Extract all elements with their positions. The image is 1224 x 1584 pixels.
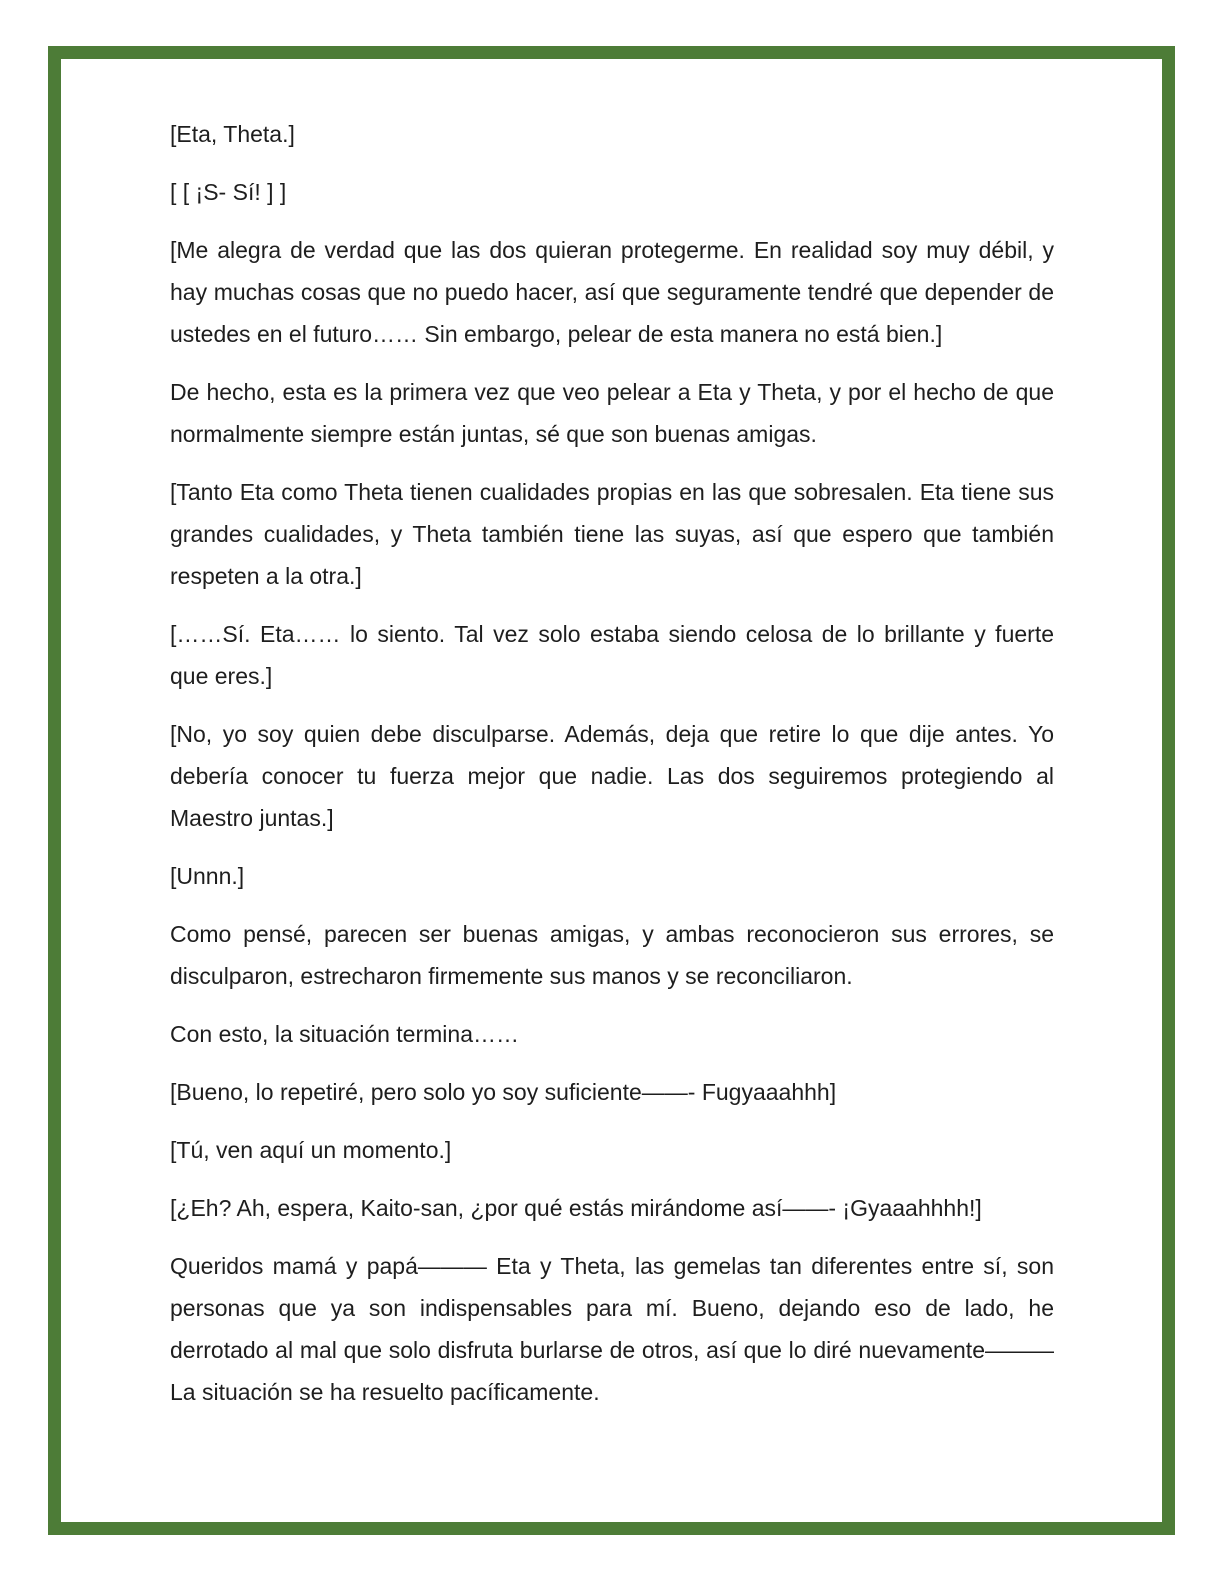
paragraph: [Tanto Eta como Theta tienen cualidades propias en las que sobresalen. Eta tiene sus grandes cualidades, y Theta también tiene las suyas, así que espero que también respeten a la otra.]: [170, 479, 1054, 589]
paragraph: Con esto, la situación termina……: [170, 1021, 519, 1047]
paragraph: [¿Eh? Ah, espera, Kaito-san, ¿por qué estás mirándome así——- ¡Gyaaahhhh!]: [170, 1195, 982, 1221]
paragraph: Como pensé, parecen ser buenas amigas, y ambas reconocieron sus errores, se disculparon, estrecharon firmemente sus manos y se reconciliaron.: [170, 921, 1054, 989]
paragraph: [Unnn.]: [170, 863, 245, 889]
paragraph: Queridos mamá y papá——— Eta y Theta, las gemelas tan diferentes entre sí, son personas que ya son indispensables para mí. Bueno, dejando eso de lado, he derrotado al mal que solo disfruta burlarse de otros, así que lo diré nuevamente——— La situación se ha resuelto pacíficamente.: [170, 1253, 1054, 1405]
paragraph: [……Sí. Eta…… lo siento. Tal vez solo estaba siendo celosa de lo brillante y fuerte que eres.]: [170, 621, 1054, 689]
paragraph: [Me alegra de verdad que las dos quieran protegerme. En realidad soy muy débil, y hay muchas cosas que no puedo hacer, así que seguramente tendré que depender de ustedes en el futuro…… Sin embargo, pelear de esta manera no está bien.]: [170, 237, 1054, 347]
paragraph: [Tú, ven aquí un momento.]: [170, 1137, 452, 1163]
paragraph: [No, yo soy quien debe disculparse. Además, deja que retire lo que dije antes. Yo debería conocer tu fuerza mejor que nadie. Las dos seguiremos protegiendo al Maestro juntas.]: [170, 721, 1054, 831]
paragraph: [Eta, Theta.]: [170, 121, 295, 147]
green-border-frame: [48, 46, 1175, 1535]
paragraph: De hecho, esta es la primera vez que veo pelear a Eta y Theta, y por el hecho de que normalmente siempre están juntas, sé que son buenas amigas.: [170, 379, 1054, 447]
document-text-block: [61, 59, 1162, 1413]
paragraph: [Bueno, lo repetiré, pero solo yo soy suficiente——- Fugyaaahhh]: [170, 1079, 837, 1105]
paragraph: [ [ ¡S- Sí! ] ]: [170, 179, 287, 205]
